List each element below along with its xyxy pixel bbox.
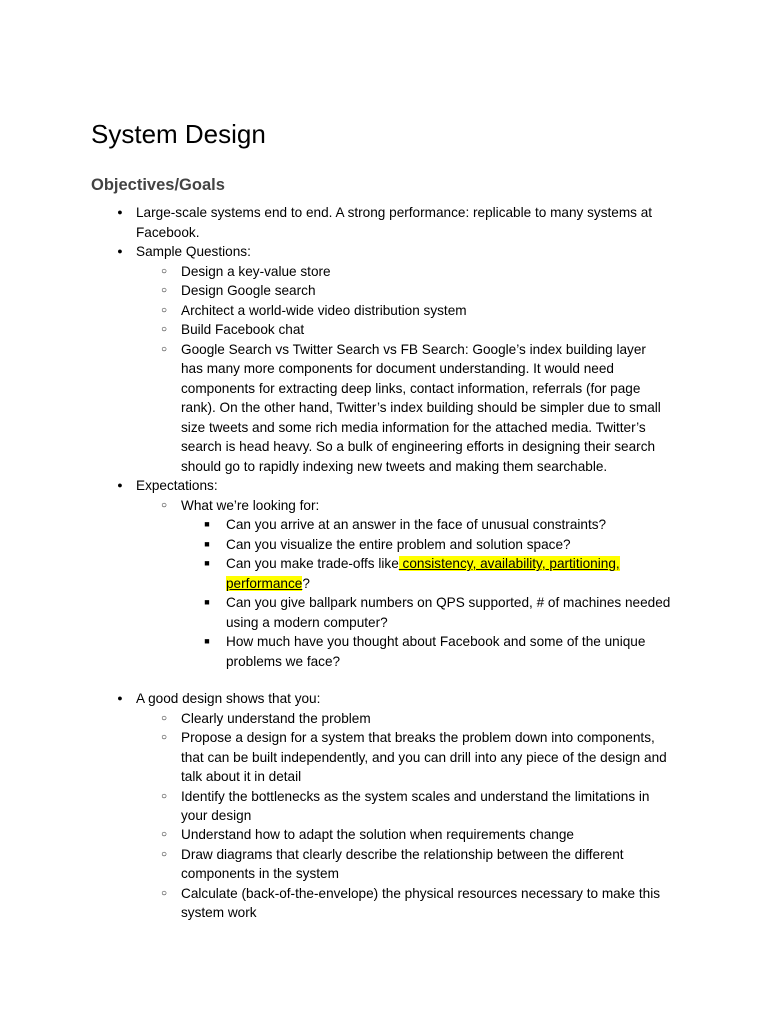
list-item-text: has many more components for document understanding. It would need [181,361,614,376]
tradeoff-suffix: ? [302,575,310,591]
tradeoff-prefix: Can you make trade-offs like [226,556,399,571]
circle-bullet-icon: ○ [160,304,168,316]
list-item-text: system work [181,905,257,920]
list-item-text: A good design shows that you: [136,691,321,706]
circle-bullet-icon: ○ [160,324,168,335]
list-item-text [226,554,620,574]
list-item-text: Build Facebook chat [181,322,305,337]
list-item-text: rank). On the other hand, Twitter’s index building should be simpler due to small [181,400,661,415]
disc-bullet-icon: ● [117,207,123,217]
list-item-text: components in the system [181,866,339,881]
highlighted-text: consistency, availability, partitioning, [398,556,620,571]
list-item-text: Can you visualize the entire problem and solution space? [226,536,571,552]
list-item-text: Draw diagrams that clearly describe the relationship between the different [181,846,624,862]
list-item-text: Identify the bottlenecks as the system scales and understand the limitations in [181,788,650,804]
list-item-text: components for extracting deep links, contact information, referrals (for page [181,380,641,396]
disc-bullet-icon: ● [117,693,123,703]
square-bullet-icon: ■ [204,636,210,646]
circle-bullet-icon: ○ [160,829,168,840]
circle-bullet-icon: ○ [160,343,168,355]
circle-bullet-icon: ○ [160,848,168,860]
circle-bullet-icon: ○ [160,887,168,899]
list-item-text: Large-scale systems end to end. A strong performance: replicable to many systems at [136,205,653,220]
circle-bullet-icon: ○ [160,285,168,296]
list-item-text [226,574,310,594]
square-bullet-icon: ■ [204,538,210,549]
list-item-text: Google Search vs Twitter Search vs FB Search: Google’s index building layer [181,341,646,357]
square-bullet-icon: ■ [204,558,210,568]
list-item-text: Design Google search [181,283,316,298]
list-item-text: talk about it in detail [181,769,302,784]
list-item-text: Expectations: [136,478,218,493]
highlighted-text: performance [226,575,303,591]
disc-bullet-icon: ● [117,480,123,490]
list-item-text: search is head heavy. So a bulk of engineering efforts in designing their search [181,439,656,454]
list-item-text: problems we face? [226,653,341,669]
list-item-text: Propose a design for a system that breaks the problem down into components, [181,730,655,745]
square-bullet-icon: ■ [204,519,210,529]
list-item-text: should go to rapidly indexing new tweets and making them searchable. [181,458,608,474]
list-item-text: Sample Questions: [136,244,251,259]
circle-bullet-icon: ○ [160,790,168,802]
document-title: System Design [91,119,266,149]
list-item-text: Understand how to adapt the solution when requirements change [181,827,574,842]
square-bullet-icon: ■ [204,597,210,607]
section-heading-objectives: Objectives/Goals [91,176,225,194]
list-item-text: Can you give ballpark numbers on QPS supported, # of machines needed [226,595,671,610]
list-item-text: Architect a world-wide video distribution system [181,302,467,318]
list-item-text: Clearly understand the problem [181,710,371,726]
list-item-text: Can you arrive at an answer in the face of unusual constraints? [226,517,607,532]
list-item-text: Design a key-value store [181,263,331,279]
circle-bullet-icon: ○ [160,499,168,511]
list-item-text: Facebook. [136,224,200,240]
circle-bullet-icon: ○ [160,265,168,277]
list-item-text: How much have you thought about Facebook and some of the unique [226,634,646,649]
list-item-text: that can be built independently, and you can drill into any piece of the design and [181,749,667,765]
circle-bullet-icon: ○ [160,732,168,743]
list-item-text: Calculate (back-of-the-envelope) the physical resources necessary to make this [181,885,661,901]
disc-bullet-icon: ● [117,246,123,256]
list-item-text: What we’re looking for: [181,497,320,513]
list-item-text: size tweets and some rich media information for the attached media. Twitter’s [181,419,646,435]
circle-bullet-icon: ○ [160,712,168,724]
list-item-text: your design [181,808,252,823]
list-item-text: using a modern computer? [226,614,388,630]
